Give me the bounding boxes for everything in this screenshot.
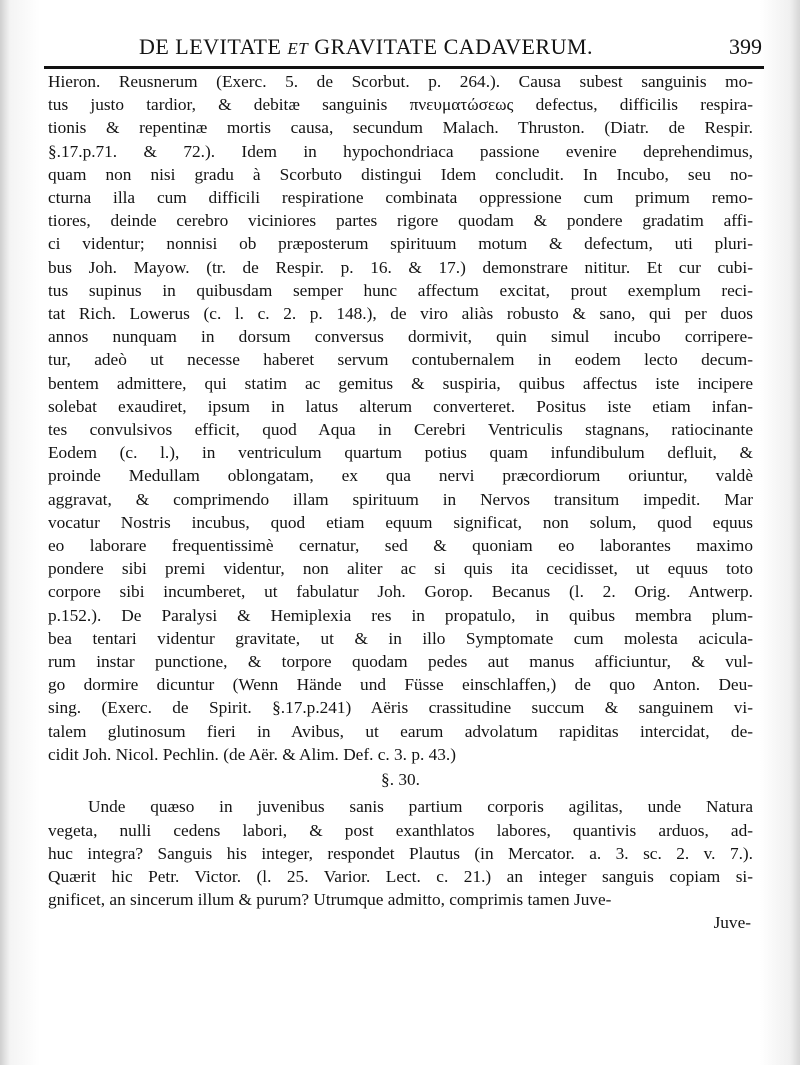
text-line: gnificet, an sincerum illum & purum? Utrumque admitto, comprimis tamen Juve- [48,890,612,910]
text-line: cidit Joh. Nicol. Pechlin. (de Aër. & Alim. Def. c. 3. p. 43.) [48,744,456,764]
page-number: 399 [729,34,762,59]
text-line: tionis & repentinæ mortis causa, secundum Malach. Thruston. (Diatr. de Respir. [48,118,753,138]
header-rule [44,66,764,69]
text-line: bus Joh. Mayow. (tr. de Respir. p. 16. & 17.) demonstrare nititur. Et cur cubi- [48,257,753,277]
text-line: Unde quæso in juvenibus sanis partium corporis agilitas, unde Natura [88,797,753,817]
text-line: aggravat, & comprimendo illam spirituum in Nervos transitum impedit. Mar [48,489,753,509]
text-line: tur, adeò ut necesse haberet servum contubernalem in eodem lecto decum- [48,350,753,370]
text-line: ci videntur; nonnisi ob præposterum spirituum motum & defectum, uti pluri- [48,234,753,254]
text-line: corpore sibi incumberet, ut fabulatur Joh. Gorop. Becanus (l. 2. Orig. Antwerp. [48,582,753,602]
text-line: solebat exaudiret, ipsum in latus alterum converteret. Positus iste etiam infan- [48,396,753,416]
text-line: bentem admittere, qui statim ac gemitus & suspiria, quibus affectus iste incipere [48,373,753,393]
text-line: tus supinus in quibusdam semper hunc affectum excitat, prout exemplum reci- [48,280,753,300]
paragraph-30 [48,795,753,911]
running-header [50,34,682,60]
text-line: Hieron. Reusnerum (Exerc. 5. de Scorbut. p. 264.). Causa subest sanguinis mo- [48,72,753,91]
text-line: Quærit hic Petr. Victor. (l. 25. Varior. Lect. c. 21.) an integer sanguis copiam si- [48,866,753,886]
text-line: bea tentari videntur gravitate, ut & in illo Symptomate cum molesta acicula- [48,628,753,648]
text-line: tiores, deinde cerebro viciniores partes rigore quodam & pondere gradatim affi- [48,211,753,231]
text-line: pondere sibi premi videntur, non aliter ac si quis ita cecidisset, ut equus toto [48,559,753,579]
text-line: sing. (Exerc. de Spirit. §.17.p.241) Aëris crassitudine succum & sanguinem vi- [48,698,753,718]
text-line: talem glutinosum fieri in Avibus, ut earum advolatum rapiditas intercidat, de- [48,721,753,741]
text-line: quam non nisi gradu à Scorbuto distingui Idem concludit. In Incubo, seu no- [48,164,753,184]
text-line: cturna illa cum difficili respiratione combinata oppressione cum primum remo- [48,188,753,208]
section-heading: §. 30. [381,770,420,790]
header-title-part-1: DE LEVITATE [138,34,282,59]
text-line: vocatur Nostris incubus, quod etiam equum significat, non solum, quod equus [48,512,753,532]
text-line: tus justo tardior, & debitæ sanguinis πνευματώσεως defectus, difficilis respira- [48,95,753,115]
paragraph-29-continuation [48,70,753,766]
text-line: rum instar punctione, & torpore quodam pedes aut manus afficiuntur, & vul- [48,652,753,672]
text-line: Eodem (c. l.), in ventriculum quartum potius quam infundibulum defluit, & [48,443,753,463]
text-line: proinde Medullam oblongatam, ex qua nervi præcordiorum oriuntur, valdè [48,466,753,486]
header-title-connector: ET [287,39,309,58]
text-line: go dormire dicuntur (Wenn Hände und Füsse einschlaffen,) de quo Anton. Deu- [48,675,753,695]
text-line: tat Rich. Lowerus (c. l. c. 2. p. 148.), de viro aliàs robusto & sano, qui per duos [48,304,753,324]
catchword: Juve- [713,913,751,933]
text-line: huc integra? Sanguis his integer, respondet Plautus (in Mercator. a. 3. sc. 2. v. 7.). [48,843,753,863]
text-line: tes convulsivos efficit, quod Aqua in Cerebri Ventriculis stagnans, ratiocinante [48,420,753,440]
text-line: p.152.). De Paralysi & Hemiplexia res in propatulo, in quibus membra plum- [48,605,753,625]
text-line: eo laborare frequentissimè cernatur, sed & quoniam eo laborantes maximo [48,536,753,556]
text-line: vegeta, nulli cedens labori, & post exanthlatos labores, quantivis arduos, ad- [48,820,753,840]
body-text [48,70,753,935]
header-title-part-2: GRAVITATE CADAVERUM. [314,34,594,59]
text-line: §.17.p.71. & 72.). Idem in hypochondriaca passione evenire deprehendimus, [48,141,753,161]
text-line: annos nunquam in dorsum conversus dormivit, quin simul incubo corripere- [48,327,753,347]
